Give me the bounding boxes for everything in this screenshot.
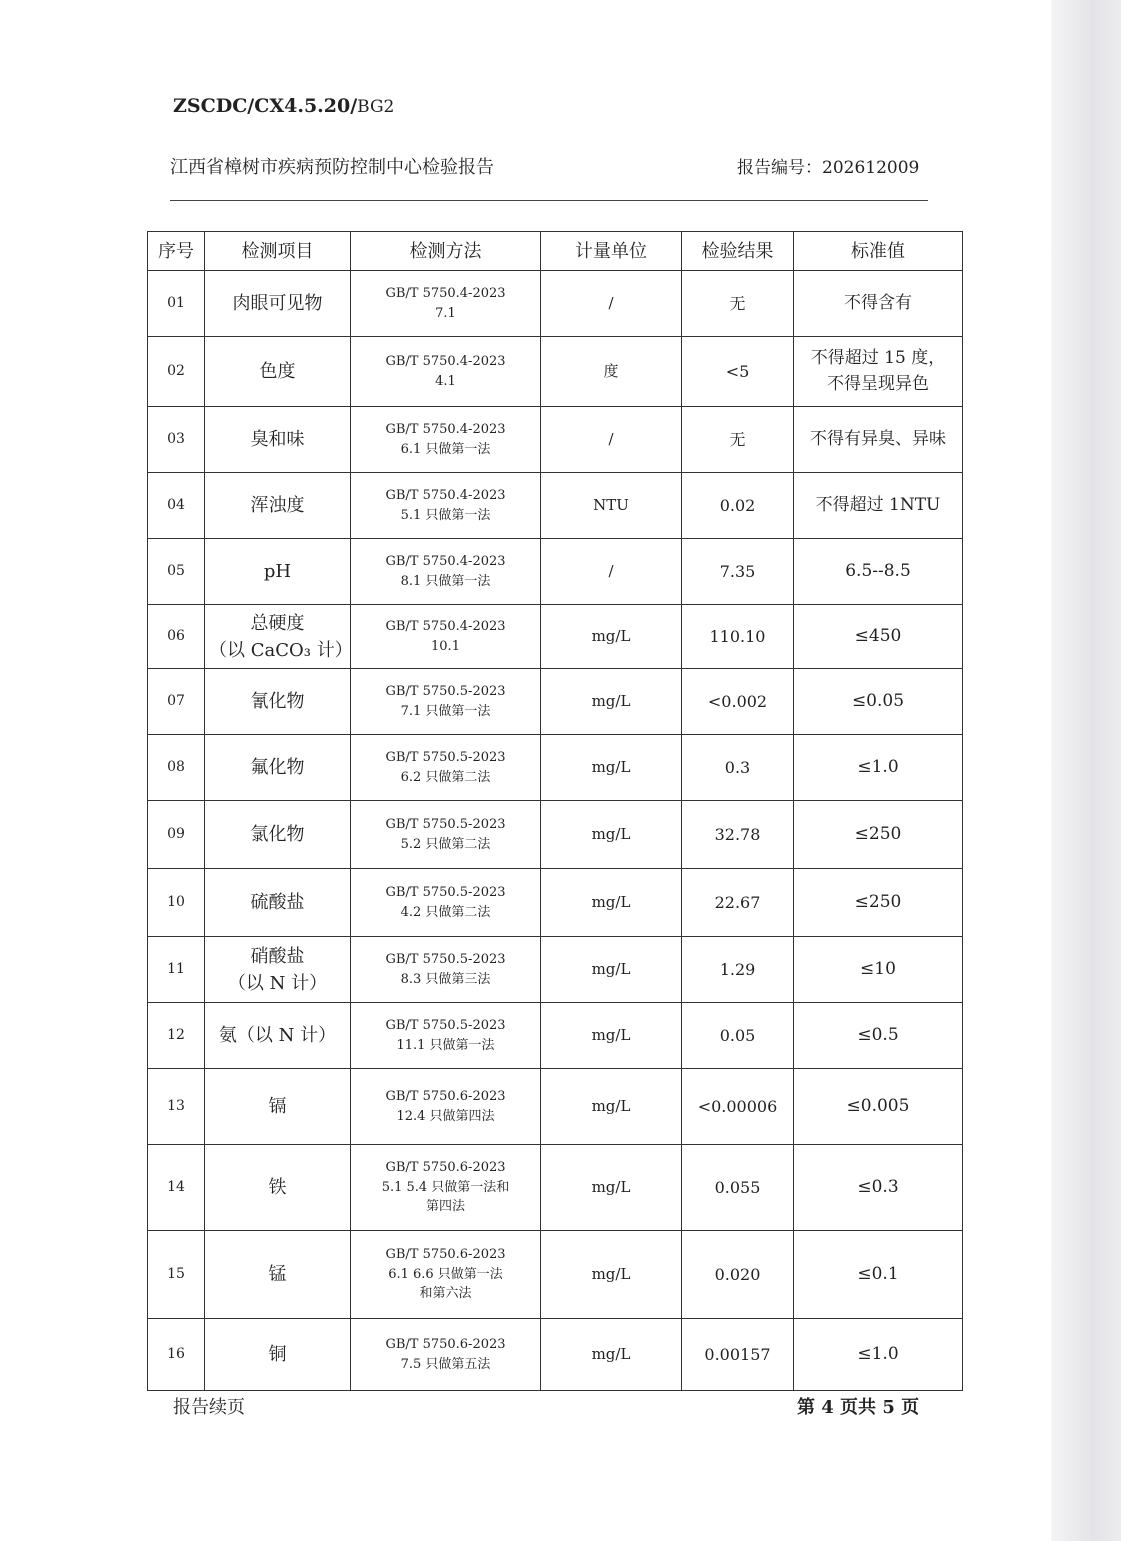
test-item [205, 539, 351, 605]
table-row [148, 271, 963, 337]
test-item [205, 801, 351, 869]
standard-value-line: ≤1.0 [857, 756, 899, 777]
table-row [148, 669, 963, 735]
unit: mg/L [541, 1231, 682, 1319]
test-item-line: 色度 [259, 361, 296, 382]
table-row [148, 337, 963, 407]
table-header-row [148, 232, 963, 271]
table-row [148, 1003, 963, 1069]
test-method-line: 6.1 6.6 只做第一法 [388, 1266, 503, 1282]
test-method-line: 10.1 [431, 638, 460, 654]
standard-value-line: 不得有异臭、异味 [810, 428, 946, 449]
unit: mg/L [541, 1003, 682, 1069]
test-method-line: GB/T 5750.4-2023 [385, 554, 506, 569]
test-item [205, 1069, 351, 1145]
test-item-line: 铁 [268, 1177, 287, 1198]
standard-value-line: ≤0.05 [851, 690, 905, 711]
test-item [205, 407, 351, 473]
test-method-line: GB/T 5750.6-2023 [385, 1337, 506, 1352]
test-method-line: GB/T 5750.6-2023 [385, 1247, 506, 1263]
test-method [351, 801, 541, 869]
footer-continuation: 报告续页 [173, 1397, 245, 1418]
result: 0.02 [682, 473, 794, 539]
test-item-line: 氟化物 [250, 757, 305, 778]
standard-value-line: ≤1.0 [857, 1343, 899, 1364]
row-number: 16 [148, 1319, 205, 1391]
row-number: 07 [148, 669, 205, 735]
unit: mg/L [541, 669, 682, 735]
test-method [351, 735, 541, 801]
test-method [351, 1069, 541, 1145]
test-method-line: 7.5 只做第五法 [400, 1356, 491, 1372]
unit: mg/L [541, 1145, 682, 1231]
result: 无 [682, 271, 794, 337]
test-method-line: 5.1 5.4 只做第一法和 [381, 1179, 510, 1195]
test-method [351, 473, 541, 539]
unit: mg/L [541, 1069, 682, 1145]
standard-value [794, 407, 963, 473]
row-number: 06 [148, 605, 205, 669]
test-method-line: GB/T 5750.5-2023 [385, 817, 506, 832]
standard-value [794, 1319, 963, 1391]
test-method-line: 7.1 只做第一法 [400, 703, 491, 719]
row-number: 12 [148, 1003, 205, 1069]
test-method-line: GB/T 5750.4-2023 [385, 354, 506, 369]
test-method [351, 539, 541, 605]
standard-value [794, 937, 963, 1003]
unit: / [541, 539, 682, 605]
row-number: 05 [148, 539, 205, 605]
standard-value-line: ≤10 [860, 958, 896, 979]
standard-value-line: 不得超过 1NTU [815, 494, 941, 515]
result: 无 [682, 407, 794, 473]
test-item [205, 869, 351, 937]
standard-value-line: 不得呈现异色 [827, 373, 929, 394]
unit: mg/L [541, 937, 682, 1003]
report-number: 报告编号：202612009 [737, 158, 920, 178]
row-number: 11 [148, 937, 205, 1003]
unit: / [541, 407, 682, 473]
footer-page-number: 第 4 页共 5 页 [797, 1397, 920, 1418]
unit: mg/L [541, 605, 682, 669]
test-item [205, 937, 351, 1003]
test-item [205, 1319, 351, 1391]
standard-value [794, 337, 963, 407]
test-item [205, 605, 351, 669]
test-method-line: 12.4 只做第四法 [396, 1108, 495, 1124]
standard-value [794, 1069, 963, 1145]
test-method-line: GB/T 5750.5-2023 [385, 952, 506, 967]
standard-value-line: 不得超过 15 度， [810, 348, 946, 368]
test-method-line: GB/T 5750.6-2023 [385, 1160, 506, 1176]
row-number: 14 [148, 1145, 205, 1231]
result: <5 [682, 337, 794, 407]
test-results-table [147, 231, 963, 1391]
result: 1.29 [682, 937, 794, 1003]
standard-value-line: ≤0.3 [857, 1176, 899, 1197]
standard-value [794, 473, 963, 539]
test-method [351, 1319, 541, 1391]
report-title: 江西省樟树市疾病预防控制中心检验报告 [170, 157, 494, 178]
result: 32.78 [682, 801, 794, 869]
row-number: 08 [148, 735, 205, 801]
standard-value-line: ≤0.1 [857, 1263, 899, 1284]
unit: mg/L [541, 735, 682, 801]
standard-value-line: ≤450 [854, 625, 902, 646]
test-method-line: GB/T 5750.4-2023 [385, 422, 506, 437]
test-item [205, 1231, 351, 1319]
header-divider [170, 200, 928, 201]
test-item [205, 473, 351, 539]
table-row [148, 869, 963, 937]
test-method-line: 5.2 只做第二法 [400, 836, 491, 852]
document-code: ZSCDC/CX4.5.20/BG2 [173, 95, 395, 117]
result: 0.3 [682, 735, 794, 801]
test-item [205, 1145, 351, 1231]
column-header: 序号 [148, 232, 205, 271]
test-item-line: 铜 [268, 1344, 287, 1365]
test-item [205, 669, 351, 735]
test-method [351, 337, 541, 407]
column-header: 检测方法 [351, 232, 541, 271]
standard-value-line: 不得含有 [844, 292, 912, 313]
standard-value-line: 6.5--8.5 [845, 560, 911, 581]
test-item-line: 硫酸盐 [250, 892, 305, 913]
unit: mg/L [541, 869, 682, 937]
standard-value [794, 1145, 963, 1231]
result: 0.055 [682, 1145, 794, 1231]
result: 0.00157 [682, 1319, 794, 1391]
test-method-line: GB/T 5750.4-2023 [385, 286, 506, 301]
test-method-line: 5.1 只做第一法 [400, 507, 491, 523]
standard-value [794, 1003, 963, 1069]
test-item-line: 氯化物 [250, 824, 305, 845]
test-method-line: GB/T 5750.4-2023 [385, 619, 506, 634]
standard-value [794, 605, 963, 669]
column-header: 检测项目 [205, 232, 351, 271]
standard-value [794, 669, 963, 735]
column-header: 标准值 [794, 232, 963, 271]
column-header: 检验结果 [682, 232, 794, 271]
scan-edge-shadow [1051, 0, 1121, 1541]
unit: 度 [541, 337, 682, 407]
test-item-line: 氰化物 [250, 691, 305, 712]
table-row [148, 539, 963, 605]
test-method-line: GB/T 5750.6-2023 [385, 1089, 506, 1104]
table-row [148, 1145, 963, 1231]
standard-value-line: ≤250 [854, 823, 902, 844]
table-row [148, 605, 963, 669]
test-method-line: 8.1 只做第一法 [400, 573, 491, 589]
test-method [351, 271, 541, 337]
result: 110.10 [682, 605, 794, 669]
standard-value-line: ≤250 [854, 891, 902, 912]
test-method-line: 和第六法 [419, 1286, 472, 1302]
test-method [351, 669, 541, 735]
test-item-line: 总硬度 [250, 612, 305, 634]
test-item [205, 735, 351, 801]
table-row [148, 735, 963, 801]
standard-value [794, 735, 963, 801]
test-method-line: GB/T 5750.5-2023 [385, 1018, 506, 1033]
test-method-line: 4.1 [435, 373, 456, 389]
test-item-line: 锰 [268, 1264, 287, 1285]
test-item [205, 1003, 351, 1069]
standard-value [794, 1231, 963, 1319]
table-row [148, 473, 963, 539]
row-number: 13 [148, 1069, 205, 1145]
table-row [148, 407, 963, 473]
test-method-line: 4.2 只做第二法 [400, 904, 491, 920]
test-method-line: 7.1 [435, 305, 456, 321]
column-header: 计量单位 [541, 232, 682, 271]
test-item [205, 271, 351, 337]
test-item-line: 镉 [268, 1096, 287, 1117]
result: 22.67 [682, 869, 794, 937]
test-method-line: 第四法 [425, 1199, 465, 1215]
result: 0.05 [682, 1003, 794, 1069]
standard-value [794, 539, 963, 605]
row-number: 03 [148, 407, 205, 473]
test-item-line: （以 N 计） [227, 972, 328, 994]
test-method-line: GB/T 5750.5-2023 [385, 684, 506, 699]
test-method-line: 6.2 只做第二法 [400, 769, 491, 785]
test-method [351, 1145, 541, 1231]
result: 0.020 [682, 1231, 794, 1319]
unit: mg/L [541, 801, 682, 869]
test-item-line: 浑浊度 [250, 495, 305, 516]
test-method [351, 1231, 541, 1319]
test-method-line: 11.1 只做第一法 [396, 1037, 495, 1053]
row-number: 10 [148, 869, 205, 937]
unit: NTU [541, 473, 682, 539]
row-number: 02 [148, 337, 205, 407]
test-item-line: 氨（以 N 计） [218, 1025, 337, 1046]
standard-value [794, 869, 963, 937]
test-item-line: （以 CaCO₃ 计） [209, 639, 353, 661]
table-row [148, 801, 963, 869]
result: <0.00006 [682, 1069, 794, 1145]
test-method-line: 8.3 只做第三法 [400, 971, 491, 987]
result: 7.35 [682, 539, 794, 605]
test-method-line: GB/T 5750.4-2023 [385, 488, 506, 503]
test-item-line: 硝酸盐 [250, 945, 305, 967]
test-item-line: 臭和味 [250, 429, 305, 450]
test-method-line: GB/T 5750.5-2023 [385, 885, 506, 900]
table-row [148, 1319, 963, 1391]
test-item-line: pH [263, 561, 292, 582]
table-row [148, 1069, 963, 1145]
row-number: 04 [148, 473, 205, 539]
standard-value-line: ≤0.5 [857, 1024, 899, 1045]
unit: mg/L [541, 1319, 682, 1391]
standard-value-line: ≤0.005 [846, 1095, 910, 1116]
standard-value [794, 801, 963, 869]
test-method [351, 1003, 541, 1069]
unit: / [541, 271, 682, 337]
table-row [148, 1231, 963, 1319]
row-number: 15 [148, 1231, 205, 1319]
table-row [148, 937, 963, 1003]
row-number: 01 [148, 271, 205, 337]
test-item [205, 337, 351, 407]
test-method [351, 407, 541, 473]
row-number: 09 [148, 801, 205, 869]
test-method-line: 6.1 只做第一法 [400, 441, 491, 457]
result: <0.002 [682, 669, 794, 735]
test-method-line: GB/T 5750.5-2023 [385, 750, 506, 765]
test-method [351, 869, 541, 937]
test-method [351, 605, 541, 669]
test-method [351, 937, 541, 1003]
test-item-line: 肉眼可见物 [232, 293, 323, 314]
standard-value [794, 271, 963, 337]
